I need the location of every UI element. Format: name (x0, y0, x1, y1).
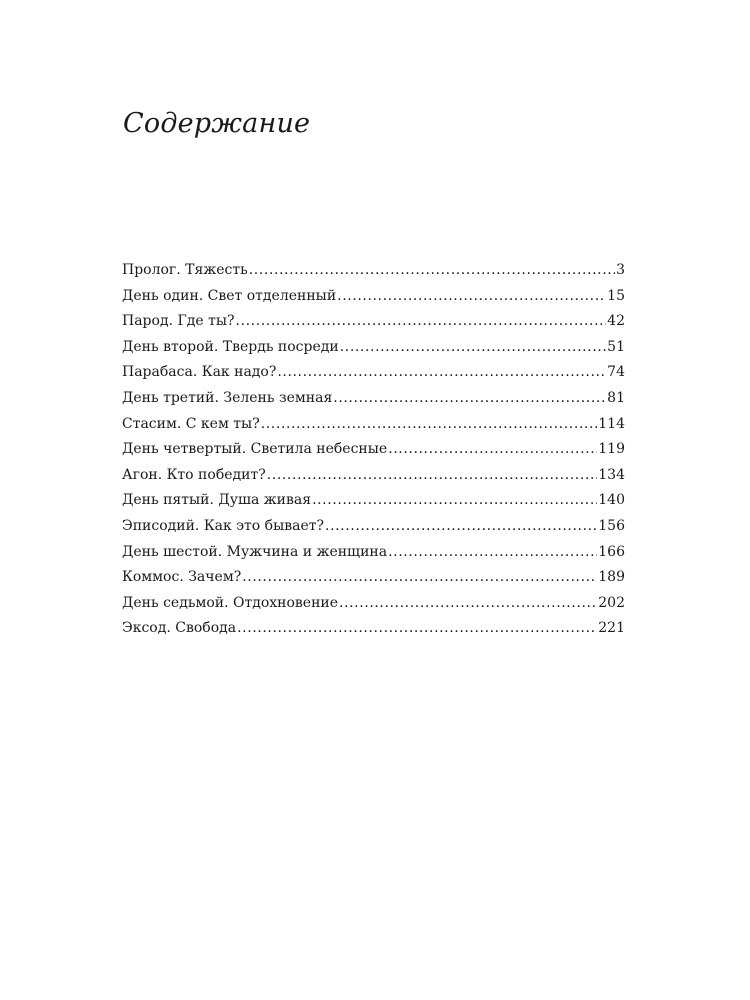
toc-entry-title: Парод. Где ты? (122, 313, 235, 330)
toc-entry-title: День четвертый. Светила небесные (122, 441, 388, 458)
toc-entry (122, 591, 625, 617)
toc-entry-page: 221 (598, 620, 625, 637)
toc-dot-leader (249, 258, 615, 284)
toc-entry (122, 309, 625, 335)
toc-entry-title: День пятый. Душа живая (122, 492, 312, 509)
toc-entry-page: 156 (598, 517, 625, 534)
toc-entry-page: 3 (616, 262, 625, 278)
toc-dot-leader (388, 437, 597, 463)
toc-entry (122, 284, 625, 310)
toc-entry-page: 74 (607, 364, 625, 381)
toc-entry-title: Эксод. Свобода (122, 620, 237, 637)
toc-entry-page: 134 (598, 466, 625, 483)
toc-entry (122, 386, 625, 412)
toc-entry (122, 258, 625, 284)
toc-entry (122, 463, 625, 489)
toc-entry-page: 15 (607, 287, 625, 304)
toc-dot-leader (388, 540, 597, 566)
toc-entry (122, 616, 625, 642)
toc-entry-title: День третий. Зелень земная (122, 389, 333, 406)
toc-entry (122, 540, 625, 566)
toc-dot-leader (242, 565, 597, 591)
toc-entry-page: 166 (598, 543, 625, 560)
toc-entry-title: День второй. Твердь посреди (122, 338, 339, 355)
toc-entry-page: 51 (607, 338, 625, 355)
toc-entry (122, 335, 625, 361)
toc-dot-leader (340, 335, 606, 361)
toc-entry (122, 514, 625, 540)
toc-dot-leader (277, 360, 606, 386)
toc-dot-leader (261, 412, 598, 438)
toc-heading: Содержание (123, 108, 311, 139)
toc-entry (122, 360, 625, 386)
toc-entry-title: Парабаса. Как надо? (122, 364, 277, 381)
toc-entry (122, 412, 625, 438)
toc-entry-page: 119 (598, 441, 625, 458)
toc-entry-page: 189 (598, 569, 625, 586)
toc-entry (122, 437, 625, 463)
toc-entry-page: 202 (598, 594, 625, 611)
toc-dot-leader (312, 488, 597, 514)
toc-entry (122, 565, 625, 591)
toc-entry-title: Коммос. Зачем? (122, 569, 242, 586)
toc-entry-title: День седьмой. Отдохновение (122, 594, 339, 611)
toc-dot-leader (325, 514, 597, 540)
toc-dot-leader (337, 284, 606, 310)
toc-entry-title: Агон. Кто победит? (122, 466, 266, 483)
toc-entry (122, 488, 625, 514)
toc-entry-page: 114 (598, 415, 625, 432)
toc-entry-title: Стасим. С кем ты? (122, 415, 260, 432)
toc-entry-page: 81 (607, 389, 625, 406)
toc-dot-leader (333, 386, 606, 412)
toc-entry-title: День шестой. Мужчина и женщина (122, 543, 388, 560)
toc-entry-page: 42 (607, 313, 625, 330)
toc-dot-leader (236, 309, 607, 335)
toc-entry-title: Пролог. Тяжесть (122, 262, 248, 278)
toc-dot-leader (237, 616, 597, 642)
toc-entry-title: Эписодий. Как это бывает? (122, 517, 325, 534)
toc-dot-leader (339, 591, 597, 617)
toc-dot-leader (267, 463, 598, 489)
toc-entry-title: День один. Свет отделенный (122, 287, 337, 304)
toc-entry-page: 140 (598, 492, 625, 509)
toc-list (122, 258, 625, 642)
